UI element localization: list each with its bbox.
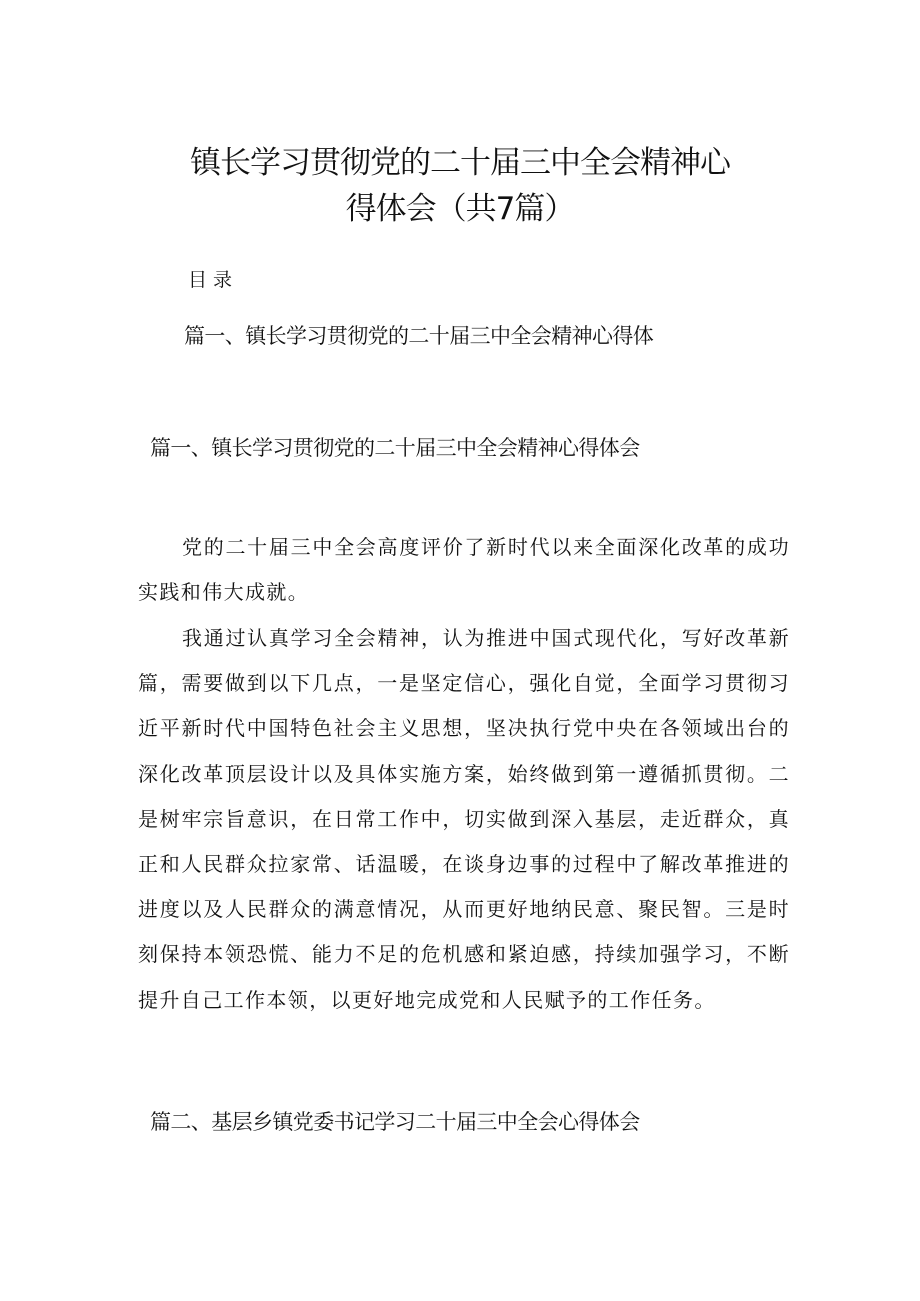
section-heading-2: 篇二、基层乡镇党委书记学习二十届三中全会心得体会 <box>150 1110 640 1134</box>
title-line-2: 得体会（共7篇） <box>345 191 575 227</box>
document-title <box>0 140 920 232</box>
body-paragraph-2: 我通过认真学习全会精神，认为推进中国式现代化，写好改革新篇，需要做到以下几点，一是坚定信心，强化自觉，全面学习贯彻习近平新时代中国特色社会主义思想，坚决执行党中央在各领域出台的深化改革顶层设计以及具体实施方案，始终做到第一遵循抓贯彻。二是树牢宗旨意识，在日常工作中，切实做到深入基层，走近群众，真正和人民群众拉家常、话温暖，在谈身边事的过程中了解改革推进的进度以及人民群众的满意情况，从而更好地纳民意、聚民智。三是时刻保持本领恐慌、能力不足的危机感和紧迫感，持续加强学习，不断提升自己工作本领，以更好地完成党和人民赋予的工作任务。 <box>138 626 790 1012</box>
toc-label: 目录 <box>188 269 239 291</box>
title-line-1: 镇长学习贯彻党的二十届三中全会精神心 <box>190 145 730 181</box>
section-heading-1: 篇一、镇长学习贯彻党的二十届三中全会精神心得体会 <box>150 436 640 460</box>
toc-item[interactable]: 篇一、镇长学习贯彻党的二十届三中全会精神心得体 <box>184 324 654 348</box>
body-paragraph-1: 党的二十届三中全会高度评价了新时代以来全面深化改革的成功实践和伟大成就。 <box>138 535 790 605</box>
